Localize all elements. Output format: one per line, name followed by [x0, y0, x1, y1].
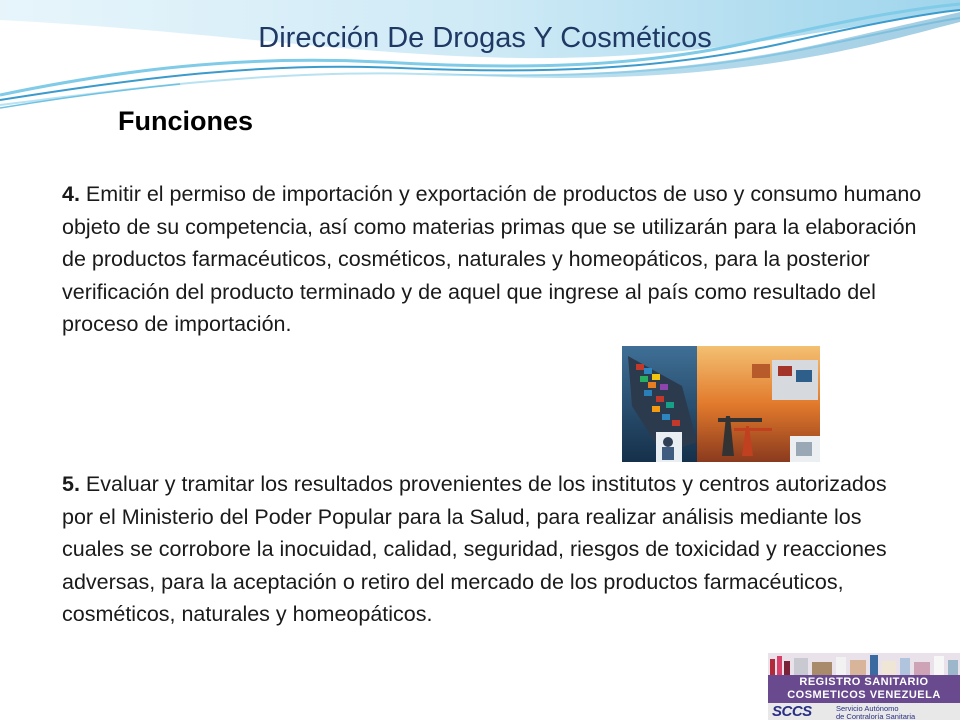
item-5-number: 5. — [62, 472, 80, 496]
slide-title: Dirección De Drogas Y Cosméticos — [258, 22, 712, 54]
logo-acronym: SCCS — [772, 703, 812, 720]
item-5-text: Evaluar y tramitar los resultados provenientes de los institutos y centros autorizados por el Ministerio del Poder Popular para la Salud, para realizar análisis mediante los cuales se corrobore la inocuidad, calidad, seguridad, riesgos de toxicidad y reacciones adversas, para la aceptación o retiro del mercado de los productos farmacéuticos, cosméticos, naturales y homeopáticos. — [62, 472, 887, 626]
item-4-text: Emitir el permiso de importación y exportación de productos de uso y consumo humano objeto de su competencia, así como materias primas que se utilizarán para la elaboración de productos farmacéuticos, cosméticos, naturales y homeopáticos, para la posterior verificación del producto terminado y de aquel que ingrese al país como resultado del proceso de importación. — [62, 182, 922, 336]
section-heading: Funciones — [118, 106, 254, 136]
function-item-5 — [62, 468, 922, 631]
cosmetics-products-strip — [768, 653, 960, 675]
sacs-logo — [768, 653, 960, 720]
item-4-number: 4. — [62, 182, 80, 206]
logo-fullname-line-2: de Contraloría Sanitaria — [836, 712, 916, 720]
cargo-ship-photo — [622, 346, 820, 462]
function-item-4 — [62, 178, 922, 341]
logo-fullname-line-1: Servicio Autónomo — [836, 704, 899, 713]
logo-line-1: REGISTRO SANITARIO — [799, 676, 929, 688]
logo-line-2: COSMETICOS VENEZUELA — [787, 689, 941, 701]
